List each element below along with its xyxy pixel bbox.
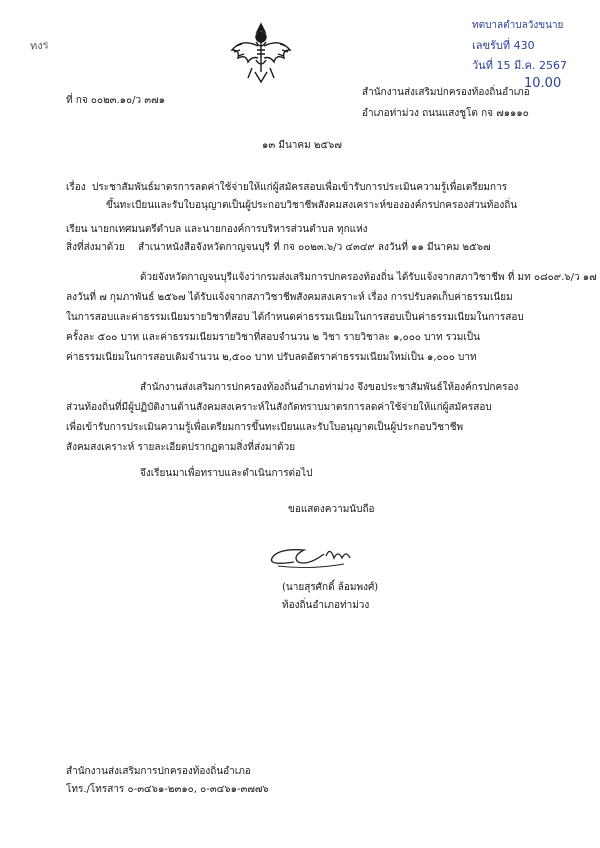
subject-line-2: ขึ้นทะเบียนและรับใบอนุญาตเป็นผู้ประกอบวิชาชีพสังคมสงเคราะห์ขององค์กรปกครองส่วนท้องถิ่น — [106, 200, 518, 211]
signatory-name: (นายสุรศักดิ์ ล้อมพงศ์) — [282, 582, 379, 593]
paragraph-line: ส่วนท้องถิ่นที่มีผู้ปฏิบัติงานด้านสังคมสงเคราะห์ในสังกัดทราบมาตรการลดค่าใช้จ่ายให้แก่ผู้สมัครสอบ — [66, 402, 492, 413]
stamp-title: ทตบาลตำบลวังขนาย — [472, 20, 564, 31]
handwritten-signature — [264, 536, 356, 576]
stamp-time: 10.00 — [524, 76, 562, 91]
paragraph-line: ครั้งละ ๕๐๐ บาท และค่าธรรมเนียมรายวิชาที่สอบจำนวน ๒ วิชา รายวิชาละ ๑,๐๐๐ บาท รวมเป็น — [66, 332, 480, 343]
margin-handwritten-note: ทงร — [29, 38, 49, 53]
signatory-title: ท้องถิ่นอำเภอท่าม่วง — [282, 600, 370, 611]
addressee: เรียน นายกเทศมนตรีตำบล และนายกองค์การบริหารส่วนตำบล ทุกแห่ง — [66, 224, 368, 235]
subject-line-1: ประชาสัมพันธ์มาตรการลดค่าใช้จ่ายให้แก่ผู้สมัครสอบเพื่อเข้ารับการประเมินความรู้เพื่อเตรียมการ — [92, 182, 508, 193]
subject-label: เรื่อง — [66, 182, 86, 193]
enclosure-text: สำเนาหนังสือจังหวัดกาญจนบุรี ที่ กจ ๐๐๒๓.๖/ว ๔๓๔๙ ลงวันที่ ๑๑ มีนาคม ๒๕๖๗ — [138, 242, 491, 253]
document-number: ที่ กจ ๐๐๒๓.๑๐/ว ๓๗๑ — [66, 95, 165, 106]
paragraph-line: ลงวันที่ ๗ กุมภาพันธ์ ๒๕๖๗ ได้รับแจ้งจากสภาวิชาชีพสังคมสงเคราะห์ เรื่อง การปรับลดเก็บค่าธรรมเนียม — [66, 292, 513, 303]
paragraph-line: ด้วยจังหวัดกาญจนบุรีแจ้งว่ากรมส่งเสริมการปกครองท้องถิ่น ได้รับแจ้งจากสภาวิชาชีพ ที่ มท ๐๘๐๙.๖/ว ๑๗ — [140, 272, 597, 283]
sender-address: อำเภอท่าม่วง ถนนแสงชูโต กจ ๗๑๑๑๐ — [362, 108, 529, 119]
stamp-date: วันที่ 15 มี.ค. 2567 — [472, 59, 568, 72]
letter-date: ๑๓ มีนาคม ๒๕๖๗ — [262, 140, 342, 151]
footer-office: สำนักงานส่งเสริมการปกครองท้องถิ่นอำเภอ — [66, 766, 251, 777]
enclosure-label: สิ่งที่ส่งมาด้วย — [66, 242, 125, 253]
garuda-emblem-icon — [228, 20, 294, 86]
sender-office: สำนักงานส่งเสริมปกครองท้องถิ่นอำเภอ — [362, 87, 530, 98]
paragraph-line: ค่าธรรมเนียมในการสอบเดิมจำนวน ๒,๕๐๐ บาท ปรับลดอัตราค่าธรรมเนียมใหม่เป็น ๑,๐๐๐ บาท — [66, 352, 477, 363]
sign-off: ขอแสดงความนับถือ — [288, 504, 375, 515]
paragraph-line: สำนักงานส่งเสริมการปกครองท้องถิ่นอำเภอท่าม่วง จึงขอประชาสัมพันธ์ให้องค์กรปกครอง — [140, 382, 519, 393]
footer-phone: โทร./โทรสาร ๐-๓๔๖๑-๒๓๑๐, ๐-๓๔๖๑-๓๗๗๖ — [66, 784, 269, 795]
stamp-number: เลขรับที่ 430 — [472, 39, 535, 52]
closing-request: จึงเรียนมาเพื่อทราบและดำเนินการต่อไป — [140, 468, 313, 479]
paragraph-line: สังคมสงเคราะห์ รายละเอียดปรากฏตามสิ่งที่ส่งมาด้วย — [66, 442, 296, 453]
paragraph-line: ในการสอบและค่าธรรมเนียมรายวิชาที่สอบ ได้กำหนดค่าธรรมเนียมในการสอบเป็นค่าธรรมเนียมในการสอบ — [66, 312, 524, 323]
paragraph-line: เพื่อเข้ารับการประเมินความรู้เพื่อเตรียมการขึ้นทะเบียนและรับใบอนุญาตเป็นผู้ประกอบวิชาชีพ — [66, 422, 464, 433]
